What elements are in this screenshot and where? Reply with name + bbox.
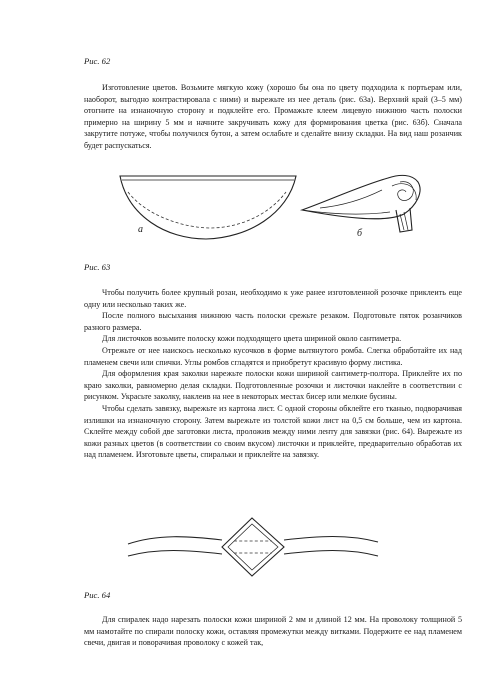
figure-63b-letter: б [357, 228, 363, 239]
paragraph-clip-edge: Для оформления края заколки нарежьте полоски кожи шириной сантиметр-полтора. Приклейте их по краю заколки, равномерно делая складки. Подготовленные розочки и листочки наклейте в соответствии с рисунком. Украсьте заколку, наклеив на нее в некоторых местах бисер или мелкие бусины. [84, 369, 462, 402]
paragraph-leaves-strip: Для листочков возьмите полоску кожи подходящего цвета шириной около сантиметра. [102, 334, 402, 344]
paragraph-rhombus-leaves: Отрежьте от нее наискось несколько кусочков в форме вытянутого ромба. Слегка обработайте их над пламенем свечи или спички. Углы ромбов сгладятся и приобретут красивую форму листика. [84, 345, 462, 367]
paragraph-large-rose: Чтобы получить более крупный розан, необходимо к уже ранее изготовленной розочке приклеить еще одну или несколько таких же. [84, 288, 462, 309]
figure-63-caption: Рис. 63 [84, 262, 111, 272]
figure-64-tie-drawing [128, 510, 378, 585]
figure-63a-strip-drawing [118, 170, 298, 250]
paragraph-flower-making: Изготовление цветов. Возьмите мягкую кожу (хорошо бы она по цвету подходила к портьерам или, наоборот, выгодно контрастировала с ними) и вырежьте из нее деталь (рис. 63а). Верхний край (3–5 мм) отогните на изнаночную сторону и подклейте его. Промажьте клеем лицевую нижнюю часть полоски примерно на ширину 5 мм и начните закручивать кожу для формирования цветка (рис. 63б). Сначала закрутите потуже, чтобы получился бутон, а затем ослабьте и сделайте внизу складки. На вид наш розанчик будет распускаться. [84, 83, 462, 150]
figure-62-caption: Рис. 62 [84, 56, 111, 66]
figure-63a-letter: а [138, 224, 143, 235]
paragraph-trim-strip: После полного высыхания нижнюю часть полоски срежьте резаком. Подготовьте пяток розанчиков разного размера. [84, 311, 462, 332]
figure-63b-rose-drawing [300, 166, 430, 246]
paragraph-spirals: Для спиралек надо нарезать полоски кожи шириной 2 мм и длиной 12 мм. На проволоку толщиной 5 мм намотайте по спирали полоску кожи, оставляя промежутки между витками. Подержите ее над пламенем свечи, двигая и поворачивая проволоку с кожей так, [84, 615, 462, 648]
instructions-block [84, 287, 462, 461]
figure-64-caption: Рис. 64 [84, 590, 111, 600]
paragraph-tie-making: Чтобы сделать завязку, вырежьте из картона лист. С одной стороны обклейте его тканью, подворачивая излишки на изнаночную сторону. Затем вырежьте из толстой кожи лист на 0,5 см больше, чем из картона. Склейте между собой две заготовки листа, проложив между ними ленту для завязки (рис. 64). Вырежьте из кожи разных цветов (в соответствии со своим вкусом) листочки и приклейте, предварительно обработав их над пламенем. Изготовьте цветы, спиральки и приклейте на завязку. [84, 403, 462, 460]
